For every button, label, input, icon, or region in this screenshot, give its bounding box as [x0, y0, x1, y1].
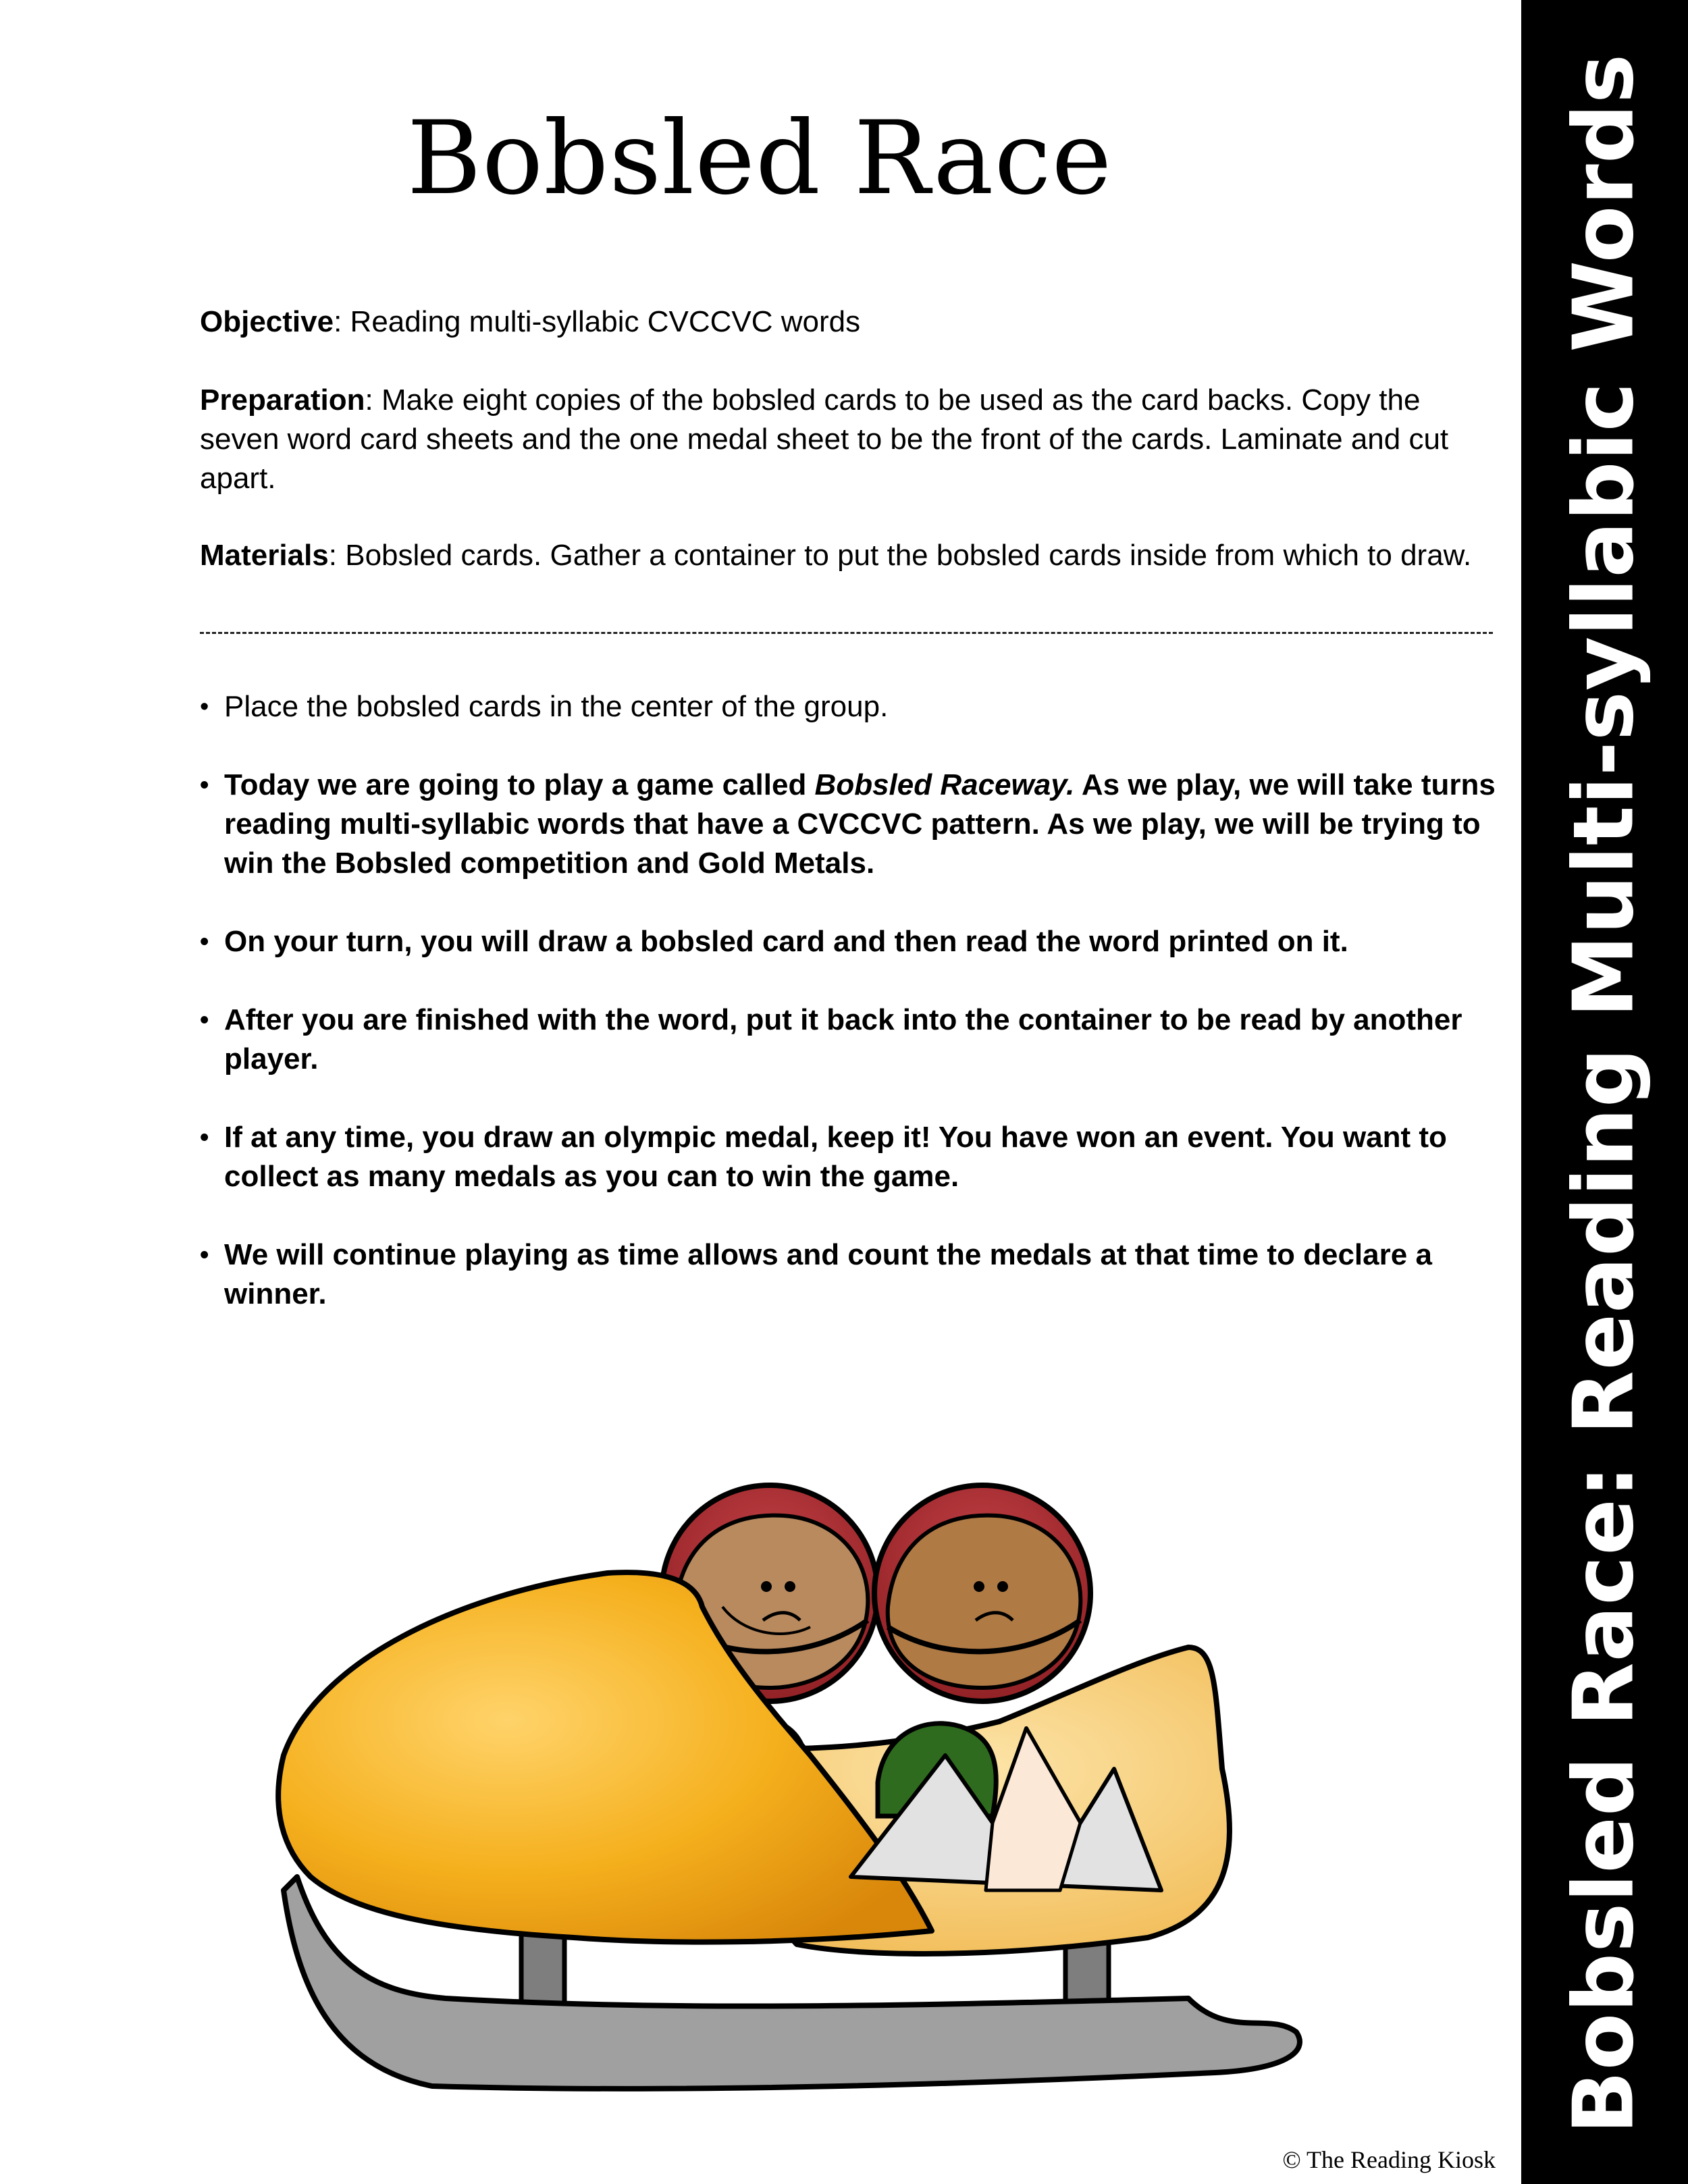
dashed-divider — [200, 632, 1493, 634]
instruction-list — [200, 687, 1503, 1353]
instruction-step: • If at any time, you draw an olympic medal, keep it! You have won an event. You want to collect as many medals as you can to win the game. — [200, 1118, 1503, 1196]
objective-text: : Reading multi-syllabic CVCCVC words — [334, 305, 861, 338]
materials-label: Materials — [200, 539, 329, 572]
step-text: As we play, we will take turns reading multi-syllabic words that have a CVCCVC pattern. As we play, we will be trying to win the Bobsled competition and Gold Metals. — [224, 768, 1496, 880]
side-banner-title: Bobsled Race: Reading Multi-syllabic Words — [1556, 53, 1653, 2135]
preparation-section — [200, 381, 1496, 498]
bobsled-illustration — [257, 1404, 1337, 2147]
copyright-notice: © The Reading Kiosk — [1282, 2146, 1496, 2173]
materials-text: : Bobsled cards. Gather a container to put the bobsled cards inside from which to draw. — [328, 539, 1472, 572]
materials-section — [200, 536, 1496, 575]
instruction-step: • Place the bobsled cards in the center of the group. — [200, 687, 1503, 726]
preparation-label: Preparation — [200, 383, 365, 417]
instruction-step: • On your turn, you will draw a bobsled card and then read the word printed on it. — [200, 922, 1503, 961]
preparation-text: : Make eight copies of the bobsled cards to be used as the card backs. Copy the seven word card sheets and the one medal sheet to be the front of the cards. Laminate and cut apart. — [200, 383, 1449, 495]
step-text: Today we are going to play a game called — [224, 768, 815, 801]
rider-right-icon — [874, 1485, 1090, 1701]
objective-label: Objective — [200, 305, 334, 338]
instruction-step — [200, 766, 1503, 883]
game-name: Bobsled Raceway. — [814, 768, 1075, 801]
instruction-step: • We will continue playing as time allows and count the medals at that time to declare a winner. — [200, 1235, 1503, 1314]
objective-section — [200, 302, 1496, 342]
instruction-step: • After you are finished with the word, put it back into the container to be read by another player. — [200, 1001, 1503, 1079]
page-title: Bobsled Race — [406, 100, 1113, 217]
